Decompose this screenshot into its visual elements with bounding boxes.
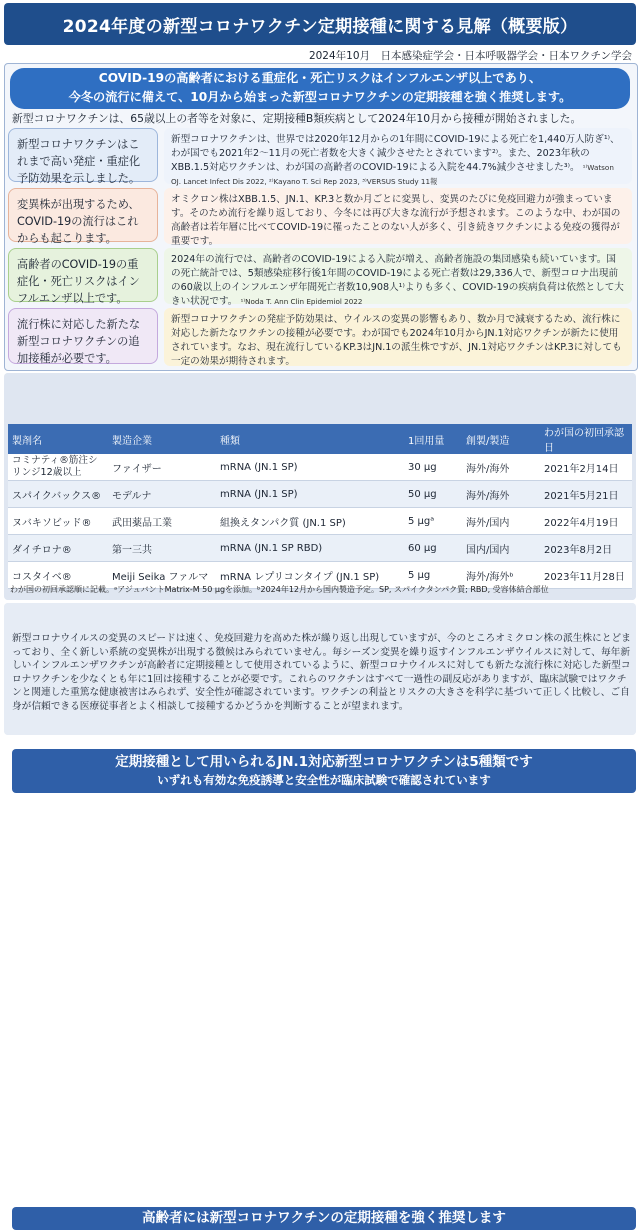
col-header-approval: わが国の初回承認日 <box>540 424 632 454</box>
cell-maker: モデルナ <box>108 481 216 508</box>
point-1-text: 新型コロナワクチンは、世界では2020年12月からの1年間にCOVID-19による死亡を1,440万人防ぎ¹⁾、わが国でも2021年2〜11月の死亡者数を大きく減少させたとされています²⁾。また、2023年秋のXBB.1.5対応ワクチンは、わが国の高齢者のCOVID-19による入院を44.7%減少させました³⁾。 <box>171 134 620 173</box>
cell-product: スパイクバックス® <box>8 481 108 508</box>
headline-line-2: 今冬の流行に備えて、10月から始まった新型コロナワクチンの定期接種を強く推奨します。 <box>68 90 572 104</box>
vaccines-header <box>12 749 636 793</box>
point-2-label: 変異株が出現するため、COVID-19の流行はこれからも起こります。 <box>17 198 140 245</box>
point-1-cite: ¹⁾Watson OJ. Lancet Infect Dis 2022, ²⁾Kayano T. Sci Rep 2023, ³⁾VERSUS Study 11報 <box>171 163 614 186</box>
cell-dose: 50 μg <box>404 481 462 508</box>
col-header-origin: 創製/製造 <box>462 424 540 454</box>
intro-text: 新型コロナワクチンは、65歳以上の者等を対象に、定期接種B類疾病として2024年10月から接種が開始されました。 <box>12 112 582 125</box>
cell-type: mRNA レプリコンタイプ (JN.1 SP) <box>216 562 404 589</box>
col-header-type: 種類 <box>216 424 404 454</box>
cell-approval: 2021年5月21日 <box>540 481 632 508</box>
recommendation-title: 高齢者には新型コロナワクチンの定期接種を強く推奨します <box>12 1207 636 1230</box>
cell-dose: 5 μg <box>404 562 462 589</box>
point-3-box <box>8 248 158 305</box>
cell-product: コスタイベ® <box>8 562 108 589</box>
cell-type: mRNA (JN.1 SP) <box>216 454 404 481</box>
point-4-label: 流行株に対応した新たな新型コロナワクチンの追加接種が必要です。 <box>17 318 141 365</box>
headline-line-1: COVID-19の高齢者における重症化・死亡リスクはインフルエンザ以上であり、 <box>98 71 542 85</box>
cell-product: ヌバキソビッド® <box>8 508 108 535</box>
point-1-label: 新型コロナワクチンはこれまで高い発症・重症化予防効果を示しました。 <box>17 138 141 185</box>
cell-origin: 国内/国内 <box>462 535 540 562</box>
table-row <box>8 481 632 508</box>
point-4-text: 新型コロナワクチンの発症予防効果は、ウイルスの変異の影響もあり、数か月で減衰するため、流行株に対応した新たなワクチンの接種が必要です。わが国でも2024年10月からJN.1対応ワクチンが新たに使用されています。なお、現在流行しているKP.3はJN.1の派生株ですが、JN.1対応ワクチンはKP.3に対しても一定の効果が期待されます。 <box>171 314 622 367</box>
cell-type: mRNA (JN.1 SP RBD) <box>216 535 404 562</box>
cell-dose: 5 μgᵃ <box>404 508 462 535</box>
vaccines-title: 定期接種として用いられるJN.1対応新型コロナワクチンは5種類です <box>115 754 533 770</box>
cell-maker: 第一三共 <box>108 535 216 562</box>
headline-box <box>10 68 630 109</box>
cell-product: コミナティ®筋注シリンジ12歳以上 <box>8 454 108 481</box>
page-title: 2024年度の新型コロナワクチン定期接種に関する見解（概要版） <box>62 17 578 37</box>
point-3-label: 高齢者のCOVID-19の重症化・死亡リスクはインフルエンザ以上です。 <box>17 258 140 305</box>
cell-maker: ファイザー <box>108 454 216 481</box>
table-footnote: わが国の初回承認順に記載。ᵃアジュバントMatrix-M 50 μgを添加。ᵇ2024年12月から国内製造予定。SP, スパイクタンパク質; RBD, 受容体結合部位 <box>10 585 549 594</box>
title-banner <box>4 3 636 45</box>
cell-type: mRNA (JN.1 SP) <box>216 481 404 508</box>
table-row <box>8 454 632 481</box>
cell-origin: 海外/海外 <box>462 481 540 508</box>
point-3-text: 2024年の流行では、高齢者のCOVID-19による入院が増え、高齢者施設の集団感染も続いています。国の死亡統計では、5類感染症移行後1年間のCOVID-19による死亡者数は29,336人で、新型コロナ出現前の60歳以上のインフルエンザ年間死亡者数10,908人¹⁾よりも多く、COVID-19の疾病負荷は依然として大きい状況です。 <box>171 254 624 307</box>
cell-approval: 2021年2月14日 <box>540 454 632 481</box>
cell-approval: 2023年11月28日 <box>540 562 632 589</box>
cell-origin: 海外/海外 <box>462 454 540 481</box>
cell-maker: Meiji Seika ファルマ <box>108 562 216 589</box>
recommendation-body: 新型コロナウイルスの変異のスピードは速く、免疫回避力を高めた株が繰り返し出現していますが、今のところオミクロン株の派生株にとどまっており、全く新しい系統の変異株が出現する徴候はみられていません。毎シーズン変異を繰り返すインフルエンザウイルスに対して、毎年新しいインフルエンザワクチンが高齢者に定期接種として使用されているように、新型コロナウイルスに対しても新たな流行株に対応した新型コロナワクチンを少なくとも年に1回は接種することが必要です。これらのワクチンはすべて一過性の副反応がありますが、臨床試験ではワクチンと関連した重篤な健康被害はみられず、安全性が確認されています。ワクチンの利益とリスクの大きさを科学に基づいて正しく比較し、ご自身が信頼できる医療従事者とよく相談して接種するかどうかを判断することが望まれます。 <box>12 633 631 712</box>
col-header-dose: 1回用量 <box>404 424 462 454</box>
cell-origin: 海外/海外ᵇ <box>462 562 540 589</box>
point-3-cite: ¹⁾Noda T. Ann Clin Epidemiol 2022 <box>240 297 363 306</box>
point-4-detail <box>164 308 632 366</box>
cell-origin: 海外/国内 <box>462 508 540 535</box>
cell-dose: 60 μg <box>404 535 462 562</box>
point-1-box <box>8 128 158 185</box>
point-2-text: オミクロン株はXBB.1.5、JN.1、KP.3と数か月ごとに変異し、変異のたびに免疫回避力が強まっています。そのため流行を繰り返しており、今冬には再び大きな流行が予想されます。このような中、わが国の高齢者は若年層に比べてCOVID-19に罹ったことのない人が多く、引き続きワクチンによる免疫の獲得が重要です。 <box>171 194 621 247</box>
col-header-maker: 製造企業 <box>108 424 216 454</box>
vaccines-subtitle: いずれも有効な免疫誘導と安全性が臨床試験で確認されています <box>157 773 491 787</box>
table-row <box>8 535 632 562</box>
point-1-detail <box>164 128 632 184</box>
cell-product: ダイチロナ® <box>8 535 108 562</box>
cell-approval: 2022年4月19日 <box>540 508 632 535</box>
dateline: 2024年10月 日本感染症学会・日本呼吸器学会・日本ワクチン学会 <box>308 50 632 62</box>
cell-maker: 武田薬品工業 <box>108 508 216 535</box>
table-header-row <box>8 424 632 454</box>
cell-approval: 2023年8月2日 <box>540 535 632 562</box>
point-2-box <box>8 188 158 245</box>
cell-type: 組換えタンパク質 (JN.1 SP) <box>216 508 404 535</box>
vaccine-table <box>8 424 632 589</box>
point-2-detail <box>164 188 632 247</box>
cell-dose: 30 μg <box>404 454 462 481</box>
point-4-box <box>8 308 158 364</box>
point-3-detail <box>164 248 632 307</box>
table-row <box>8 508 632 535</box>
col-header-product: 製剤名 <box>8 424 108 454</box>
